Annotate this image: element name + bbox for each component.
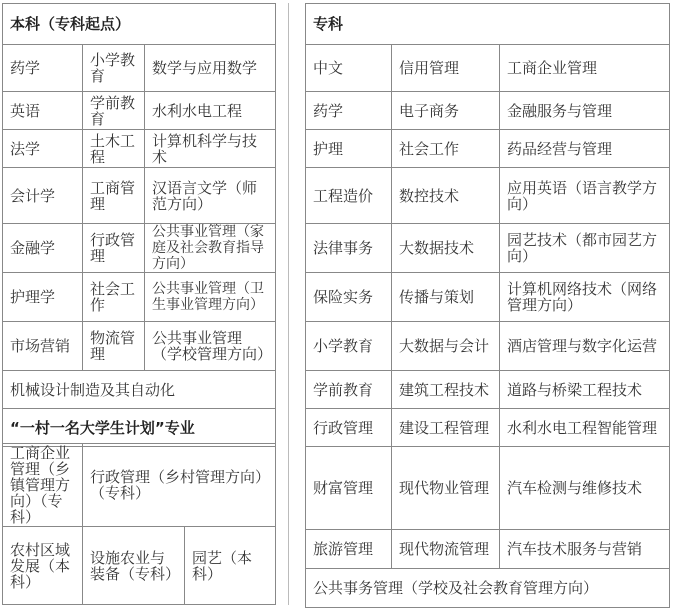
table-row bbox=[306, 130, 670, 168]
table-cell: 信用管理 bbox=[392, 45, 500, 92]
table-cell: 护理学 bbox=[3, 273, 83, 322]
table-row bbox=[3, 45, 276, 92]
table-cell: 财富管理 bbox=[306, 447, 392, 530]
table-cell: 社会工作 bbox=[392, 130, 500, 168]
table-cell: 工商企业管理（乡镇管理方向）（专科） bbox=[3, 444, 83, 527]
table-cell: 数控技术 bbox=[392, 168, 500, 224]
table-row bbox=[3, 444, 276, 527]
table-row bbox=[306, 569, 670, 608]
table-cell: 药学 bbox=[3, 45, 83, 92]
table-cell: 大数据与会计 bbox=[392, 322, 500, 371]
undergraduate-majors-table bbox=[2, 3, 276, 447]
table-cell: 行政管理（乡村管理方向）（专科） bbox=[83, 444, 276, 527]
table-row bbox=[3, 168, 276, 224]
table-row bbox=[3, 130, 276, 168]
table-cell: 汽车检测与维修技术 bbox=[500, 447, 670, 530]
table-row bbox=[3, 527, 276, 605]
table-row bbox=[306, 371, 670, 409]
undergraduate-header: 本科（专科起点） bbox=[3, 4, 276, 45]
table-cell: 药品经营与管理 bbox=[500, 130, 670, 168]
junior-college-header: 专科 bbox=[306, 4, 670, 45]
table-cell: 旅游管理 bbox=[306, 530, 392, 569]
column-divider bbox=[288, 3, 289, 605]
table-cell: 中文 bbox=[306, 45, 392, 92]
table-cell: 物流管理 bbox=[83, 322, 145, 371]
table-row bbox=[3, 371, 276, 409]
table-row bbox=[306, 168, 670, 224]
table-cell: 水利水电工程 bbox=[145, 92, 276, 130]
table-cell: 小学教育 bbox=[306, 322, 392, 371]
table-cell: 现代物流管理 bbox=[392, 530, 500, 569]
table-cell: 园艺技术（都市园艺方向） bbox=[500, 224, 670, 273]
table-cell: 水利水电工程智能管理 bbox=[500, 409, 670, 447]
table-cell: 大数据技术 bbox=[392, 224, 500, 273]
table-cell: 园艺（本科） bbox=[185, 527, 276, 605]
table-cell: 法学 bbox=[3, 130, 83, 168]
table-cell: 市场营销 bbox=[3, 322, 83, 371]
table-cell: 学前教育 bbox=[306, 371, 392, 409]
table-row bbox=[306, 530, 670, 569]
table-cell: 计算机网络技术（网络管理方向） bbox=[500, 273, 670, 322]
village-program-table bbox=[2, 443, 276, 605]
junior-college-majors-table bbox=[305, 3, 670, 608]
table-cell: 保险实务 bbox=[306, 273, 392, 322]
table-cell: 英语 bbox=[3, 92, 83, 130]
table-row bbox=[3, 92, 276, 130]
table-cell: 公共事业管理（卫生事业管理方向） bbox=[145, 273, 276, 322]
table-cell: 公共事业管理（学校管理方向） bbox=[145, 322, 276, 371]
table-cell: 传播与策划 bbox=[392, 273, 500, 322]
table-row bbox=[3, 322, 276, 371]
table-cell: 数学与应用数学 bbox=[145, 45, 276, 92]
table-row bbox=[3, 273, 276, 322]
table-cell: 建设工程管理 bbox=[392, 409, 500, 447]
table-cell: 行政管理 bbox=[83, 224, 145, 273]
table-cell: 应用英语（语言教学方向） bbox=[500, 168, 670, 224]
table-cell: 土木工程 bbox=[83, 130, 145, 168]
table-cell: 金融服务与管理 bbox=[500, 92, 670, 130]
table-cell: 行政管理 bbox=[306, 409, 392, 447]
table-cell: 小学教育 bbox=[83, 45, 145, 92]
table-cell: 工商企业管理 bbox=[500, 45, 670, 92]
table-cell: 工程造价 bbox=[306, 168, 392, 224]
table-cell: 酒店管理与数字化运营 bbox=[500, 322, 670, 371]
table-cell: 社会工作 bbox=[83, 273, 145, 322]
table-cell: 会计学 bbox=[3, 168, 83, 224]
table-cell: 金融学 bbox=[3, 224, 83, 273]
table-cell: 工商管理 bbox=[83, 168, 145, 224]
table-cell: 汉语言文学（师范方向） bbox=[145, 168, 276, 224]
table-cell: 药学 bbox=[306, 92, 392, 130]
table-cell: 法律事务 bbox=[306, 224, 392, 273]
table-row bbox=[306, 45, 670, 92]
table-row bbox=[306, 224, 670, 273]
table-cell: 电子商务 bbox=[392, 92, 500, 130]
table-cell: 道路与桥梁工程技术 bbox=[500, 371, 670, 409]
table-cell: 现代物业管理 bbox=[392, 447, 500, 530]
table-cell: 建筑工程技术 bbox=[392, 371, 500, 409]
table-row bbox=[306, 92, 670, 130]
table-cell: 公共事业管理（家庭及社会教育指导方向） bbox=[145, 224, 276, 273]
table-cell: 设施农业与装备（专科） bbox=[83, 527, 185, 605]
table-row bbox=[3, 224, 276, 273]
village-program-header: “一村一名大学生计划”专业 bbox=[3, 409, 276, 447]
table-row bbox=[306, 409, 670, 447]
table-row bbox=[306, 322, 670, 371]
table-cell: 计算机科学与技术 bbox=[145, 130, 276, 168]
table-row bbox=[306, 273, 670, 322]
table-cell: 护理 bbox=[306, 130, 392, 168]
table-cell: 农村区域发展（本科） bbox=[3, 527, 83, 605]
table-cell: 公共事务管理（学校及社会教育管理方向） bbox=[306, 569, 670, 608]
table-cell: 机械设计制造及其自动化 bbox=[3, 371, 276, 409]
table-cell: 学前教育 bbox=[83, 92, 145, 130]
table-cell: 汽车技术服务与营销 bbox=[500, 530, 670, 569]
table-row bbox=[306, 447, 670, 530]
